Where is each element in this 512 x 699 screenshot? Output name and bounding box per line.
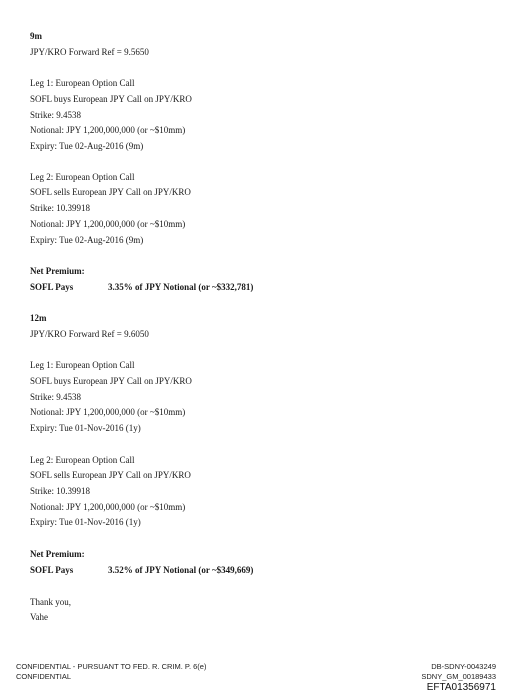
footer-bates-sdny: SDNY_GM_00189433 <box>421 672 496 681</box>
footer-efta-number: EFTA01356971 <box>426 682 496 693</box>
footer-confidential-rule: CONFIDENTIAL - PURSUANT TO FED. R. CRIM. P. 6(e) <box>16 662 207 671</box>
leg1-expiry-12m: Expiry: Tue 01-Nov-2016 (1y) <box>30 423 141 433</box>
closing-signature-name: Vahe <box>30 612 48 622</box>
forward-ref-12m: JPY/KRO Forward Ref = 9.6050 <box>30 329 149 339</box>
leg2-strike-12m: Strike: 10.39918 <box>30 486 90 496</box>
leg2-desc-12m: SOFL sells European JPY Call on JPY/KRO <box>30 470 191 480</box>
leg1-expiry-9m: Expiry: Tue 02-Aug-2016 (9m) <box>30 141 144 151</box>
leg1-strike-12m: Strike: 9.4538 <box>30 392 81 402</box>
pays-value-12m: 3.52% of JPY Notional (or ~$349,669) <box>108 565 254 575</box>
leg2-notional-12m: Notional: JPY 1,200,000,000 (or ~$10mm) <box>30 502 186 512</box>
net-premium-label-9m: Net Premium: <box>30 266 85 276</box>
leg1-strike-9m: Strike: 9.4538 <box>30 110 81 120</box>
leg2-strike-9m: Strike: 10.39918 <box>30 203 90 213</box>
leg2-title-12m: Leg 2: European Option Call <box>30 455 135 465</box>
footer-confidential: CONFIDENTIAL <box>16 672 72 681</box>
closing-thanks: Thank you, <box>30 597 71 607</box>
pays-label-9m: SOFL Pays <box>30 282 74 292</box>
section-heading-9m: 9m <box>30 31 42 41</box>
leg2-desc-9m: SOFL sells European JPY Call on JPY/KRO <box>30 187 191 197</box>
leg1-desc-12m: SOFL buys European JPY Call on JPY/KRO <box>30 376 192 386</box>
net-premium-label-12m: Net Premium: <box>30 549 85 559</box>
pays-label-12m: SOFL Pays <box>30 565 74 575</box>
leg1-notional-9m: Notional: JPY 1,200,000,000 (or ~$10mm) <box>30 125 186 135</box>
leg1-desc-9m: SOFL buys European JPY Call on JPY/KRO <box>30 94 192 104</box>
leg1-title-12m: Leg 1: European Option Call <box>30 360 135 370</box>
leg2-expiry-12m: Expiry: Tue 01-Nov-2016 (1y) <box>30 517 141 527</box>
leg1-notional-12m: Notional: JPY 1,200,000,000 (or ~$10mm) <box>30 407 186 417</box>
leg2-expiry-9m: Expiry: Tue 02-Aug-2016 (9m) <box>30 235 144 245</box>
section-heading-12m: 12m <box>30 313 47 323</box>
leg1-title-9m: Leg 1: European Option Call <box>30 78 135 88</box>
footer-bates-db: DB-SDNY-0043249 <box>431 662 496 671</box>
leg2-title-9m: Leg 2: European Option Call <box>30 172 135 182</box>
pays-value-9m: 3.35% of JPY Notional (or ~$332,781) <box>108 282 254 292</box>
forward-ref-9m: JPY/KRO Forward Ref = 9.5650 <box>30 47 149 57</box>
leg2-notional-9m: Notional: JPY 1,200,000,000 (or ~$10mm) <box>30 219 186 229</box>
